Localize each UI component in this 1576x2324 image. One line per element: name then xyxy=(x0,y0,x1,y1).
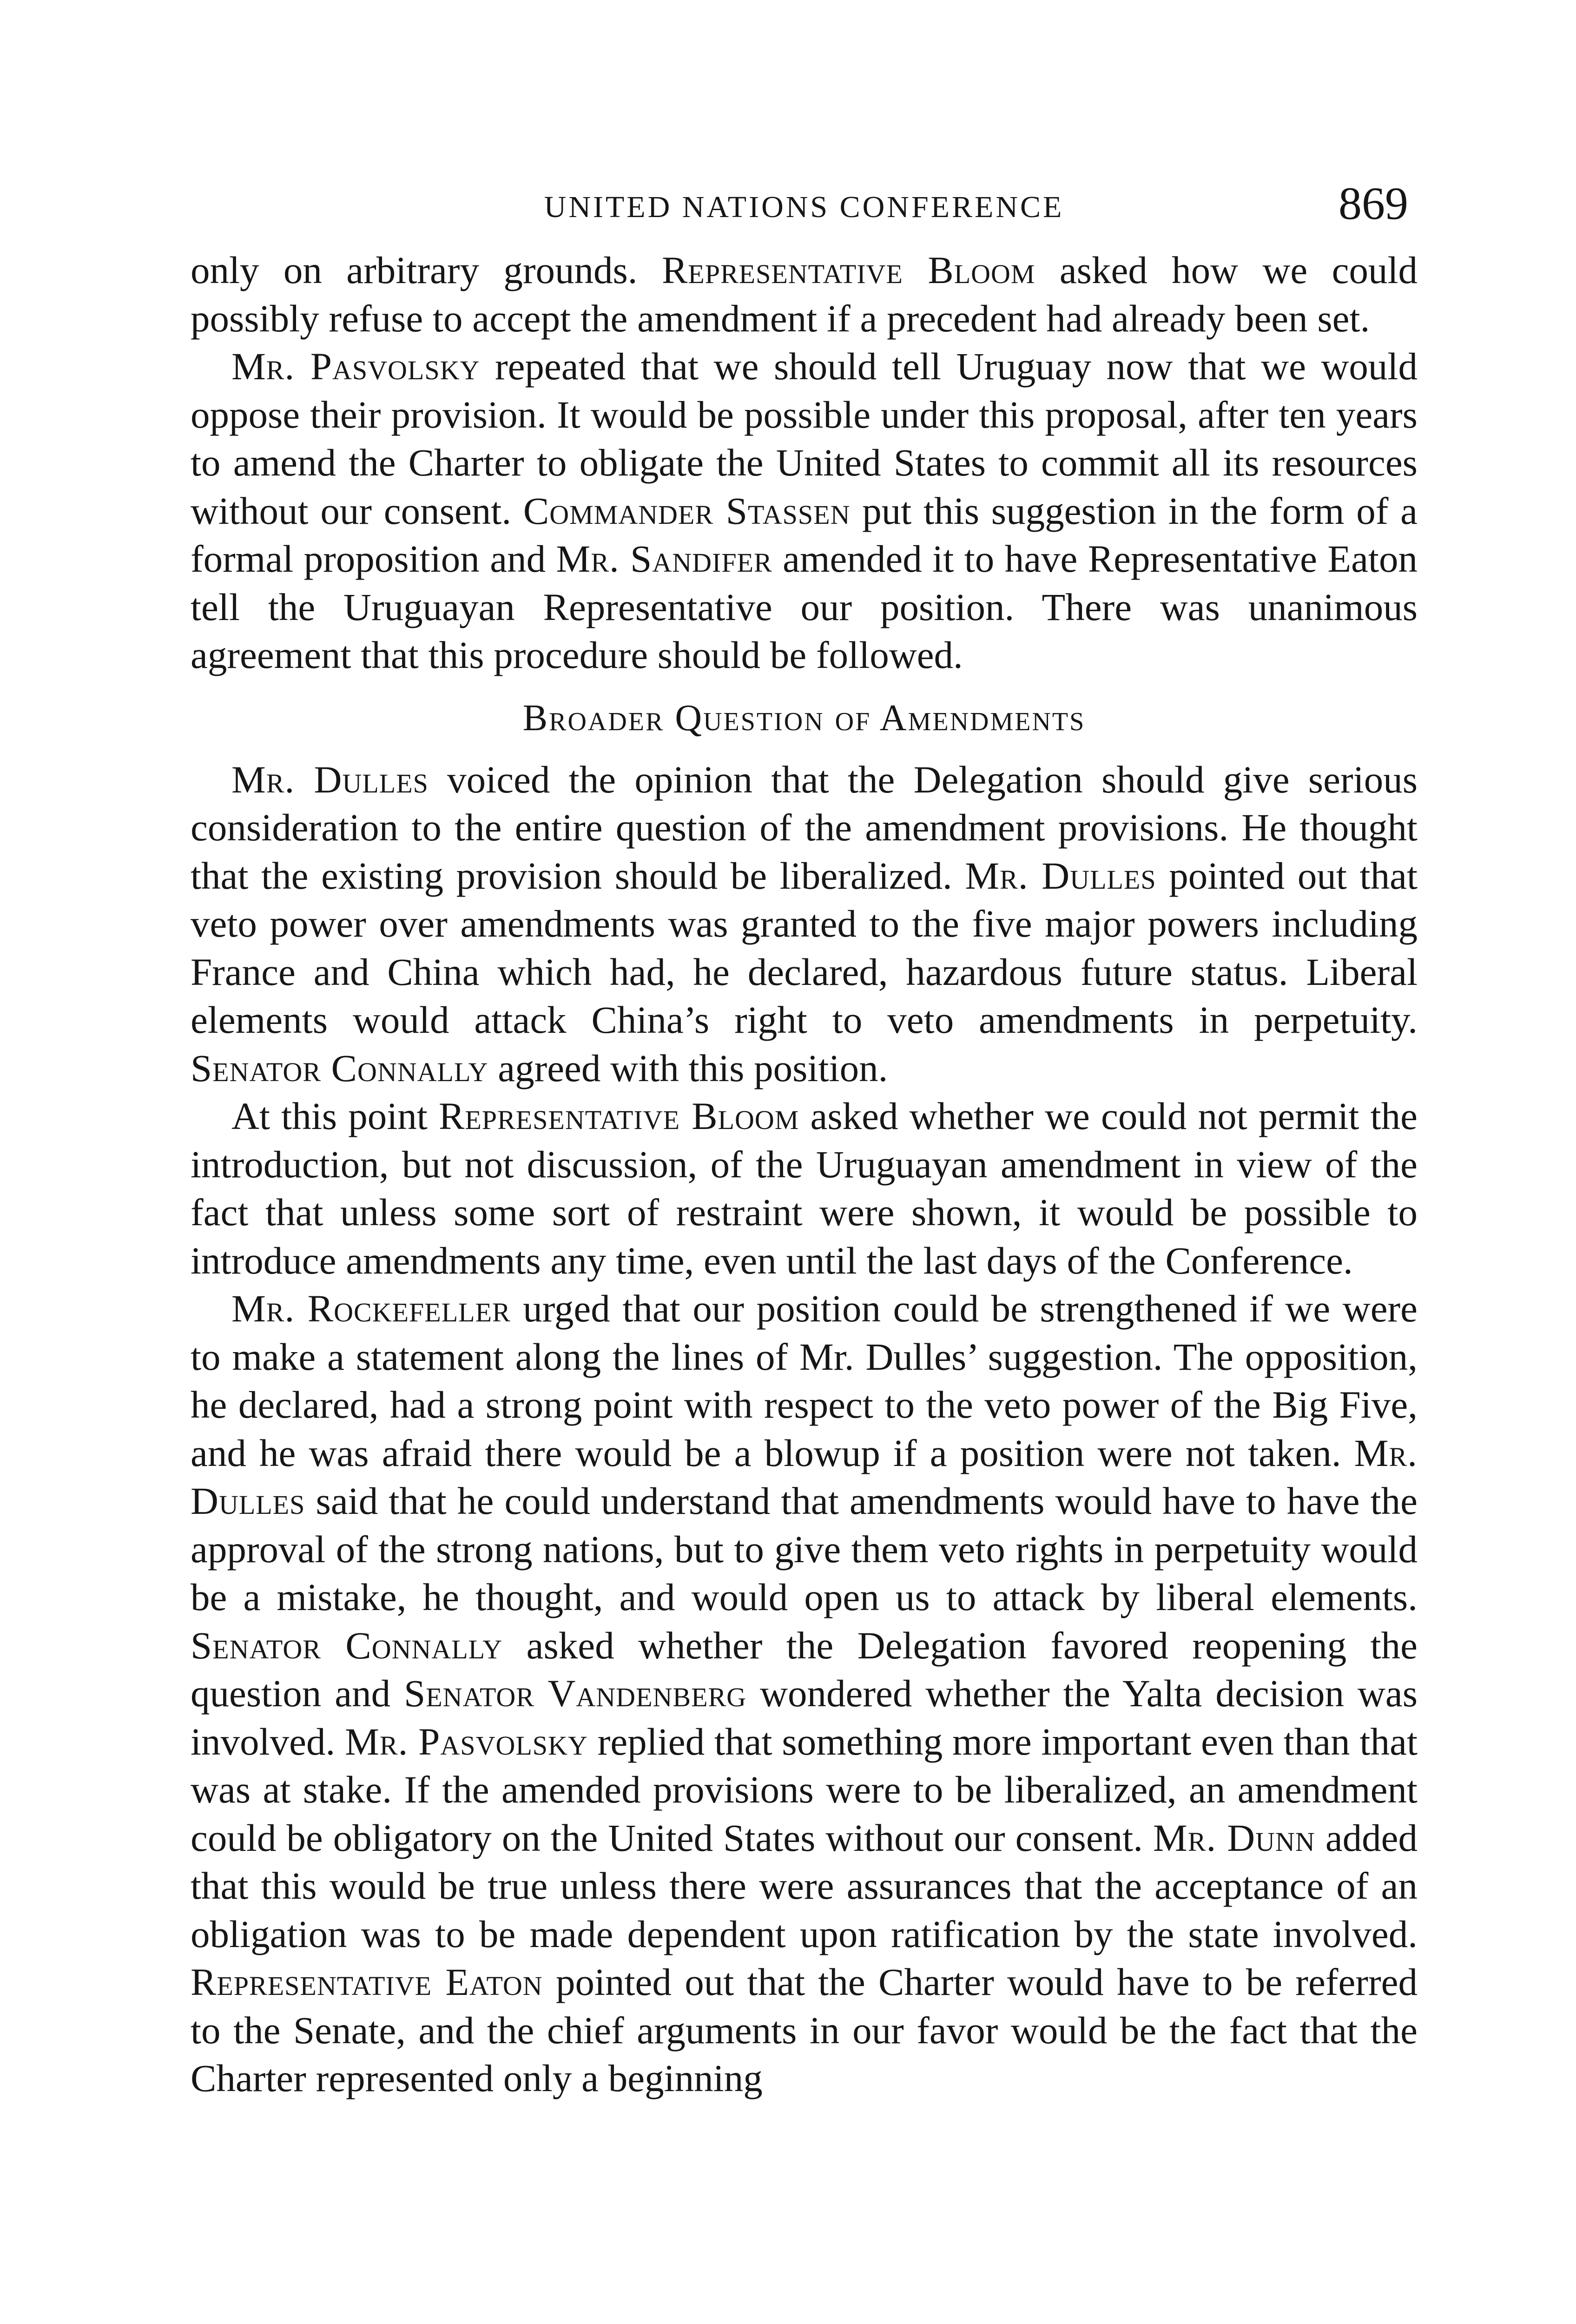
speaker-name: Mr. Dulles xyxy=(191,1431,1418,1522)
running-title: UNITED NATIONS CONFERENCE xyxy=(544,190,1064,224)
paragraph-4 xyxy=(191,1092,1418,1285)
document-page xyxy=(191,177,1418,2103)
sentence: pointed out that veto power over amendments was granted to the five major powers including France and China which had, he declared, hazardous future status. Liberal elements would attack China’s right to veto amendments in perpetuity. xyxy=(191,854,1418,1041)
sentence: At this point xyxy=(231,1095,428,1137)
speaker-name: Senator Vandenberg xyxy=(404,1672,747,1715)
sentence: asked whether we could not permit the introduction, but not discussion, of the Uruguayan amendment in view of the fact that unless some sort of restraint were shown, it would be possible to introduce amendments any time, even until the last days of the Conference. xyxy=(191,1095,1418,1282)
speaker-name: Mr. Pasvolsky xyxy=(231,345,480,388)
paragraph-1 xyxy=(191,246,1418,343)
sentence: voiced the opinion that the Delegation should give serious consideration to the entire question of the amendment provisions. He thought that the existing provision should be liberalized. xyxy=(191,758,1418,897)
sentence: said that he could understand that amendments would have to have the approval of the strong nations, but to give them veto rights in perpetuity would be a mistake, he thought, and would open us to attack by liberal elements. xyxy=(191,1479,1418,1618)
sentence: wondered whether the Yalta decision was involved. xyxy=(191,1672,1418,1763)
sentence: agreed with this position. xyxy=(498,1046,888,1089)
paragraph-3 xyxy=(191,756,1418,1093)
running-header xyxy=(191,177,1418,246)
section-heading: Broader Question of Amendments xyxy=(522,697,1086,739)
speaker-name: Commander Stassen xyxy=(523,489,851,532)
paragraph-5 xyxy=(191,1285,1418,2103)
speaker-name: Mr. Rockefeller xyxy=(231,1287,511,1330)
sentence: urged that our position could be strengthened if we were to make a statement along the lines of Mr. Dulles’ suggestion. The opposition, he declared, had a strong point with respect to the veto power of the Big Five, and he was afraid there would be a blowup if a position were not taken. xyxy=(191,1287,1418,1474)
sentence: asked how we could possibly refuse to accept the amendment if a precedent had already been set. xyxy=(191,249,1418,340)
speaker-name: Senator Connally xyxy=(191,1046,488,1089)
sentence: asked whether the Delegation favored reopening the question and xyxy=(191,1624,1418,1715)
sentence: repeated that we should tell Uruguay now that we would oppose their provision. It would be possible under this proposal, after ten years to amend the Charter to obligate the United States to commit all its resources without our consent. xyxy=(191,345,1418,532)
sentence: put this suggestion in the form of a formal proposition and xyxy=(191,489,1418,580)
speaker-name: Mr. Dunn xyxy=(1153,1816,1315,1859)
page-number: 869 xyxy=(1339,178,1408,229)
sentence: added that this would be true unless there were assurances that the acceptance of an obligation was to be made dependent upon ratification by the state involved. xyxy=(191,1816,1418,1955)
sentence: replied that something more important even than that was at stake. If the amended provisions were to be liberalized, an amendment could be obligatory on the United States without our consent. xyxy=(191,1720,1418,1859)
speaker-name: Representative Eaton xyxy=(191,1961,543,2003)
sentence: only on arbitrary grounds. xyxy=(191,249,638,291)
speaker-name: Mr. Pasvolsky xyxy=(345,1720,588,1763)
sentence: amended it to have Representative Eaton tell the Uruguayan Representative our position. There was unanimous agreement that this procedure should be followed. xyxy=(191,537,1418,676)
speaker-name: Senator Connally xyxy=(191,1624,503,1667)
speaker-name: Mr. Dulles xyxy=(231,758,429,801)
speaker-name: Representative Bloom xyxy=(439,1095,799,1137)
paragraph-2 xyxy=(191,343,1418,680)
speaker-name: Mr. Sandifer xyxy=(556,537,772,580)
body-text xyxy=(191,246,1418,2103)
speaker-name: Mr. Dulles xyxy=(965,854,1156,897)
sentence: pointed out that the Charter would have to be referred to the Senate, and the chief arguments in our favor would be the fact that the Charter represented only a beginning xyxy=(191,1961,1418,2100)
speaker-name: Representative Bloom xyxy=(661,249,1035,291)
